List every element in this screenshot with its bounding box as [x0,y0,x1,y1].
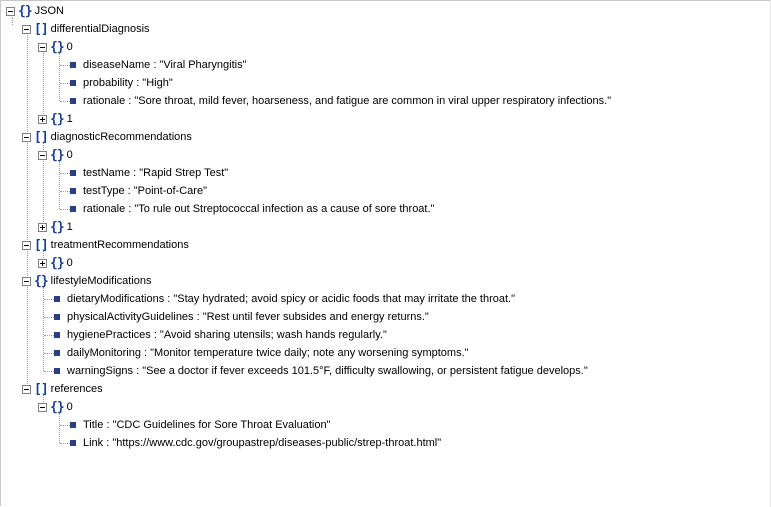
tree-leaf[interactable] [70,434,441,452]
connector [60,83,70,84]
tree-node-item[interactable] [38,38,73,56]
collapse-toggle[interactable] [22,385,31,394]
node-label: diagnosticRecommendations [50,131,192,143]
tree-leaf[interactable] [54,290,515,308]
node-label: 0 [66,149,73,161]
connector [44,317,54,318]
node-label: 0 [66,401,73,413]
tree-node-diagnosticRecommendations[interactable] [22,128,192,146]
property-icon [54,368,60,374]
tree-node-root[interactable] [6,2,64,20]
connector [27,35,28,390]
node-label: references [50,383,103,395]
object-icon: {} [50,39,64,55]
property-icon [54,350,60,356]
tree-leaf[interactable] [70,92,611,110]
object-icon: {} [50,255,64,271]
node-label: JSON [34,5,64,17]
collapse-toggle[interactable] [38,403,47,412]
object-icon: {} [18,3,32,19]
tree-leaf[interactable] [70,416,330,434]
tree-node-item[interactable] [38,254,73,272]
node-label: 0 [66,257,73,269]
connector [59,413,60,443]
property-icon [54,332,60,338]
expand-toggle[interactable] [38,259,47,268]
collapse-toggle[interactable] [38,43,47,52]
leaf-label: diseaseName : "Viral Pharyngitis" [83,59,247,71]
leaf-label: testType : "Point-of-Care" [83,185,207,197]
property-icon [70,80,76,86]
array-icon: [] [34,129,48,145]
tree-node-item[interactable] [38,398,73,416]
collapse-toggle[interactable] [22,25,31,34]
leaf-label: rationale : "Sore throat, mild fever, hoarseness, and fatigue are common in viral upper respiratory infections." [83,95,612,107]
collapse-toggle[interactable] [22,277,31,286]
connector [44,335,54,336]
node-label: 1 [66,113,73,125]
collapse-toggle[interactable] [22,241,31,250]
leaf-label: rationale : "To rule out Streptococcal infection as a cause of sore throat." [83,203,435,215]
property-icon [70,98,76,104]
connector [60,443,70,444]
connector [60,101,70,102]
property-icon [54,314,60,320]
tree-node-lifestyleModifications[interactable] [22,272,152,290]
leaf-label: probability : "High" [83,77,173,89]
array-icon: [] [34,381,48,397]
property-icon [70,440,76,446]
connector [60,191,70,192]
connector [60,425,70,426]
property-icon [54,296,60,302]
leaf-label: Link : "https://www.cdc.gov/groupastrep/diseases-public/strep-throat.html" [83,437,442,449]
leaf-label: hygienePractices : "Avoid sharing utensils; wash hands regularly." [67,329,387,341]
property-icon [70,170,76,176]
tree-leaf[interactable] [54,362,588,380]
leaf-label: warningSigns : "See a doctor if fever exceeds 101.5°F, difficulty swallowing, or persistent fatigue develops." [67,365,588,377]
property-icon [70,188,76,194]
connector [43,53,44,118]
tree-node-treatmentRecommendations[interactable] [22,236,189,254]
node-label: lifestyleModifications [50,275,152,287]
property-icon [70,422,76,428]
leaf-label: testName : "Rapid Strep Test" [83,167,229,179]
connector [60,173,70,174]
tree-node-differentialDiagnosis[interactable] [22,20,150,38]
connector [44,371,54,372]
node-label: differentialDiagnosis [50,23,150,35]
array-icon: [] [34,237,48,253]
collapse-toggle[interactable] [38,151,47,160]
tree-leaf[interactable] [70,56,247,74]
leaf-label: dietaryModifications : "Stay hydrated; avoid spicy or acidic foods that may irritate the throat." [67,293,516,305]
connector [44,299,54,300]
collapse-toggle[interactable] [6,7,15,16]
tree-leaf[interactable] [54,326,387,344]
tree-leaf[interactable] [70,164,228,182]
object-icon: {} [50,219,64,235]
tree-node-references[interactable] [22,380,103,398]
node-label: 0 [66,41,73,53]
expand-toggle[interactable] [38,115,47,124]
connector [59,161,60,209]
tree-node-item[interactable] [38,146,73,164]
array-icon: [] [34,21,48,37]
expand-toggle[interactable] [38,223,47,232]
tree-leaf[interactable] [54,344,469,362]
node-label: treatmentRecommendations [50,239,189,251]
tree-leaf[interactable] [70,182,207,200]
object-icon: {} [50,111,64,127]
property-icon [70,206,76,212]
connector [60,209,70,210]
connector [44,353,54,354]
connector [59,53,60,101]
leaf-label: physicalActivityGuidelines : "Rest until fever subsides and energy returns." [67,311,429,323]
tree-leaf[interactable] [70,74,173,92]
tree-leaf[interactable] [70,200,434,218]
connector [60,65,70,66]
object-icon: {} [50,147,64,163]
object-icon: {} [50,399,64,415]
leaf-label: Title : "CDC Guidelines for Sore Throat Evaluation" [83,419,331,431]
object-icon: {} [34,273,48,289]
leaf-label: dailyMonitoring : "Monitor temperature twice daily; note any worsening symptoms." [67,347,469,359]
tree-node-item[interactable] [38,218,73,236]
collapse-toggle[interactable] [22,133,31,142]
property-icon [70,62,76,68]
tree-node-item[interactable] [38,110,73,128]
node-label: 1 [66,221,73,233]
tree-leaf[interactable] [54,308,429,326]
